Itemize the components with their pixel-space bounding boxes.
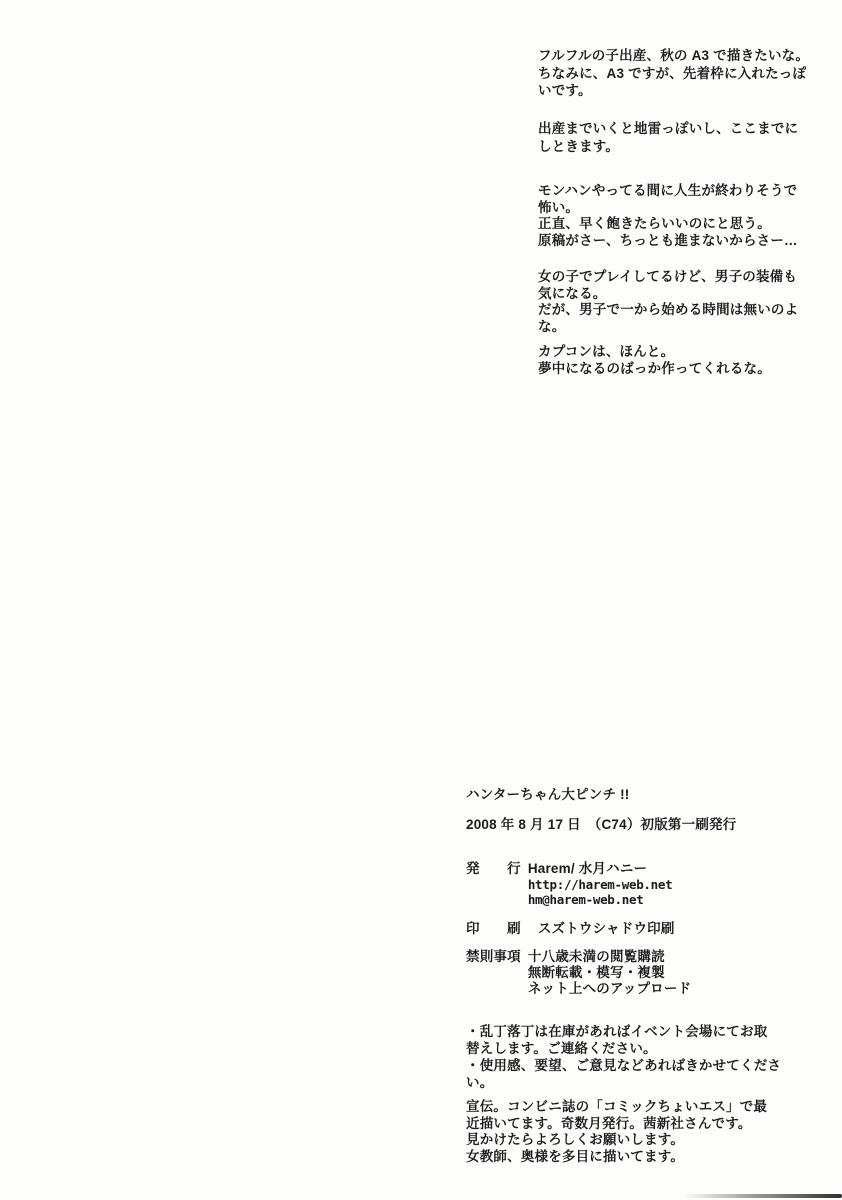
text-line: 出産までいくと地雷っぽいし、ここまでに bbox=[538, 121, 799, 136]
text-line: しときます。 bbox=[538, 138, 620, 154]
afterword-paragraph bbox=[538, 344, 771, 377]
prohibition-item: 無断転載・模写・複製 bbox=[527, 965, 665, 980]
text-line: カプコンは、ほんと。 bbox=[538, 344, 675, 359]
text-line: 見かけたらよろしくお願いします。 bbox=[466, 1132, 685, 1147]
afterword-paragraph bbox=[538, 120, 798, 155]
publisher-label: 発 行 bbox=[466, 861, 521, 876]
prohibitions-label: 禁則事項 bbox=[466, 949, 521, 964]
text-line: フルフルの子出産、秋の A3 で描きたいな。 bbox=[538, 48, 810, 63]
text-line: 原稿がさー、ちっとも進まないからさー… bbox=[538, 232, 798, 248]
text-line: い。 bbox=[466, 1075, 494, 1090]
publisher-row bbox=[466, 861, 672, 908]
text-line: 気になる。 bbox=[538, 285, 607, 301]
afterword-paragraph bbox=[538, 269, 798, 335]
publication-date-line: 2008 年 8 月 17 日 （C74）初版第一刷発行 bbox=[466, 817, 737, 832]
text-line: モンハンやってる間に人生が終わりそうで bbox=[538, 183, 798, 198]
text-line: な。 bbox=[538, 318, 566, 334]
prohibitions-row bbox=[466, 949, 691, 997]
prohibitions-list bbox=[528, 949, 691, 997]
afterword-paragraph bbox=[538, 183, 798, 249]
printer-row bbox=[466, 921, 675, 937]
text-line: 宣伝。コンビニ誌の「コミックちょいエス」で最 bbox=[466, 1099, 768, 1114]
text-line: 夢中になるのばっか作ってくれるな。 bbox=[538, 360, 771, 376]
text-line: ・使用感、要望、ご意見などあればきかせてくださ bbox=[466, 1058, 782, 1073]
printer-label: 印 刷 bbox=[466, 921, 521, 936]
text-line: ちなみに、A3 ですが、先着枠に入れたっぽ bbox=[538, 65, 807, 81]
advertisement-paragraph bbox=[466, 1099, 767, 1165]
text-line: 替えします。ご連絡ください。 bbox=[466, 1041, 657, 1056]
publisher-name: Harem/ 水月ハニー bbox=[527, 861, 648, 876]
prohibition-item: 十八歳未満の閲覧購読 bbox=[527, 949, 665, 964]
printer-name: スズトウシャドウ印刷 bbox=[537, 921, 675, 936]
publisher-url: http://harem-web.net bbox=[527, 876, 673, 892]
notes-paragraph bbox=[466, 1023, 781, 1091]
text-line: ・乱丁落丁は在庫があればイベント会場にてお取 bbox=[466, 1024, 768, 1039]
text-line: いです。 bbox=[538, 83, 592, 98]
text-line: 女教師、奥様を多目に描いてます。 bbox=[466, 1148, 685, 1164]
text-line: 正直、早く飽きたらいいのにと思う。 bbox=[538, 216, 771, 231]
page-edge-shadow bbox=[684, 1194, 842, 1198]
text-line: 怖い。 bbox=[538, 199, 580, 215]
text-line: 近描いてます。奇数月発行。茜新社さんです。 bbox=[466, 1115, 752, 1131]
publisher-email: hm@harem-web.net bbox=[527, 892, 644, 907]
publisher-details bbox=[528, 861, 673, 908]
text-line: 女の子でプレイしてるけど、男子の装備も bbox=[538, 269, 798, 284]
book-title: ハンターちゃん大ピンチ !! bbox=[466, 787, 630, 802]
prohibition-item: ネット上へのアップロード bbox=[527, 981, 692, 996]
text-line: だが、男子で一から始める時間は無いのよ bbox=[538, 302, 799, 317]
afterword-paragraph bbox=[538, 47, 809, 100]
